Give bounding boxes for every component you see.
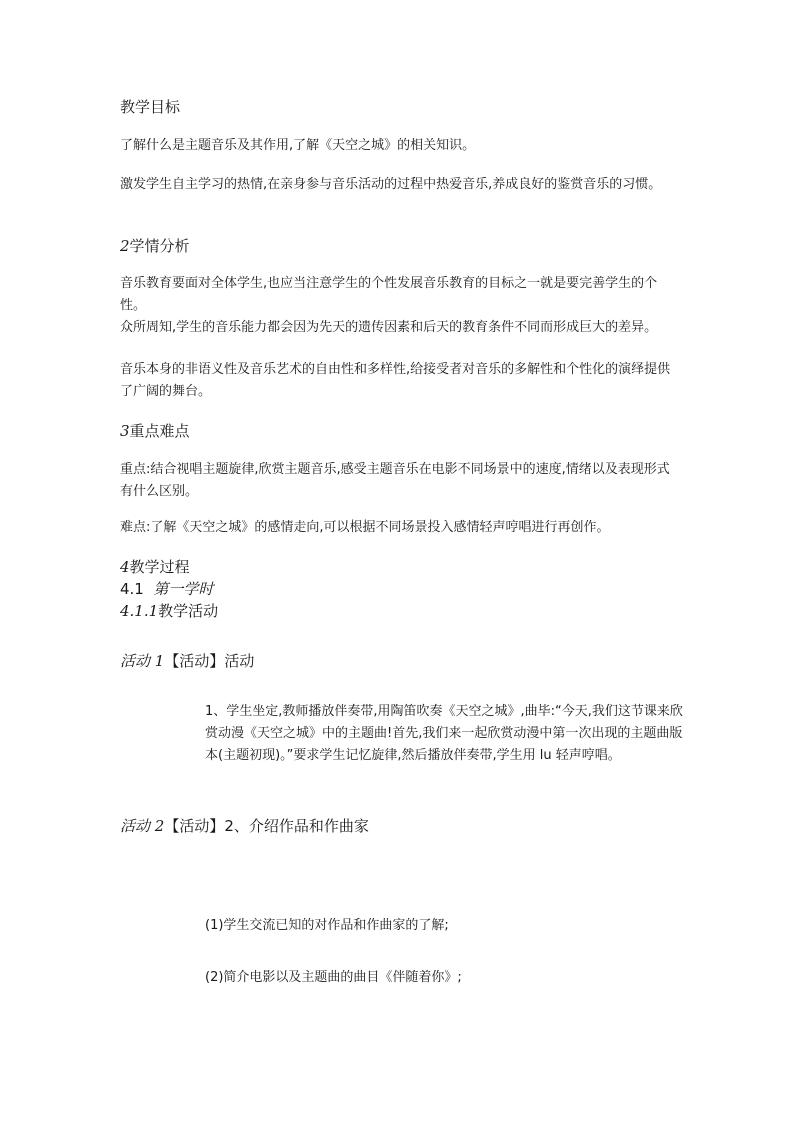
activity-2-item-2: (2)简介电影以及主题曲的曲目《伴随着你》; [205,970,462,985]
analysis-paragraph-2: 众所周知,学生的音乐能力都会因为先天的遗传因素和后天的教育条件不同而形成巨大的差异。 [120,320,658,335]
key-point-paragraph: 重点:结合视唱主题旋律,欣赏主题音乐,感受主题音乐在电影不同场景中的速度,情绪以及表现形式有什么区别。 [120,462,670,499]
activity-prefix: 活动 1 [120,652,165,670]
activity-2-heading [120,816,369,836]
subsection-number: 4.1 [120,580,144,598]
section-title: 重点难点 [129,422,190,440]
subsection-first-period [120,579,213,599]
activity-title: 活动 [224,652,255,670]
analysis-paragraph-1: 音乐教育要面对全体学生,也应当注意学生的个性发展音乐教育的目标之一就是要完善学生的个性。 [120,276,658,313]
subsection-teaching-activity [120,601,218,621]
activity-title: 2、介绍作品和作曲家 [224,817,369,835]
activity-tag: 【活动】 [164,817,225,835]
section-heading-teaching-process [120,557,190,577]
subsection-title: 第一学时 [153,580,214,598]
activity-1-content: 1、学生坐定,教师播放伴奏带,用陶笛吹奏《天空之城》,曲毕:“今天,我们这节课来欣赏动漫《天空之城》中的主题曲!首先,我们来一起欣赏动漫中第一次出现的主题曲版本(主题初现)。”要求学生记忆旋律,然后播放伴奏带,学生用 lu 轻声哼唱。 [205,704,683,763]
difficulty-paragraph: 难点:了解《天空之城》的感情走向,可以根据不同场景投入感情轻声哼唱进行再创作。 [120,520,610,535]
subsection-title: 教学活动 [158,602,219,620]
activity-1-heading [120,651,254,671]
activity-tag: 【活动】 [164,652,225,670]
activity-2-item-1: (1)学生交流已知的对作品和作曲家的了解; [205,918,449,933]
subsection-number: 4.1.1 [120,602,159,620]
objective-paragraph-2: 激发学生自主学习的热情,在亲身参与音乐活动的过程中热爱音乐,养成良好的鉴赏音乐的习惯。 [120,177,662,192]
section-title: 教学过程 [129,558,190,576]
section-heading-student-analysis [120,236,190,256]
section-number: 3 [120,422,130,440]
section-number: 2 [120,237,130,255]
analysis-paragraph-3: 音乐本身的非语义性及音乐艺术的自由性和多样性,给接受者对音乐的多解性和个性化的演绎提供了广阔的舞台。 [120,362,671,399]
section-heading-key-points [120,421,190,441]
section-heading-objectives: 教学目标 [120,98,181,116]
section-title: 学情分析 [129,237,190,255]
activity-prefix: 活动 2 [120,817,165,835]
objective-paragraph-1: 了解什么是主题音乐及其作用,了解《天空之城》的相关知识。 [120,138,476,153]
section-number: 4 [120,558,130,576]
